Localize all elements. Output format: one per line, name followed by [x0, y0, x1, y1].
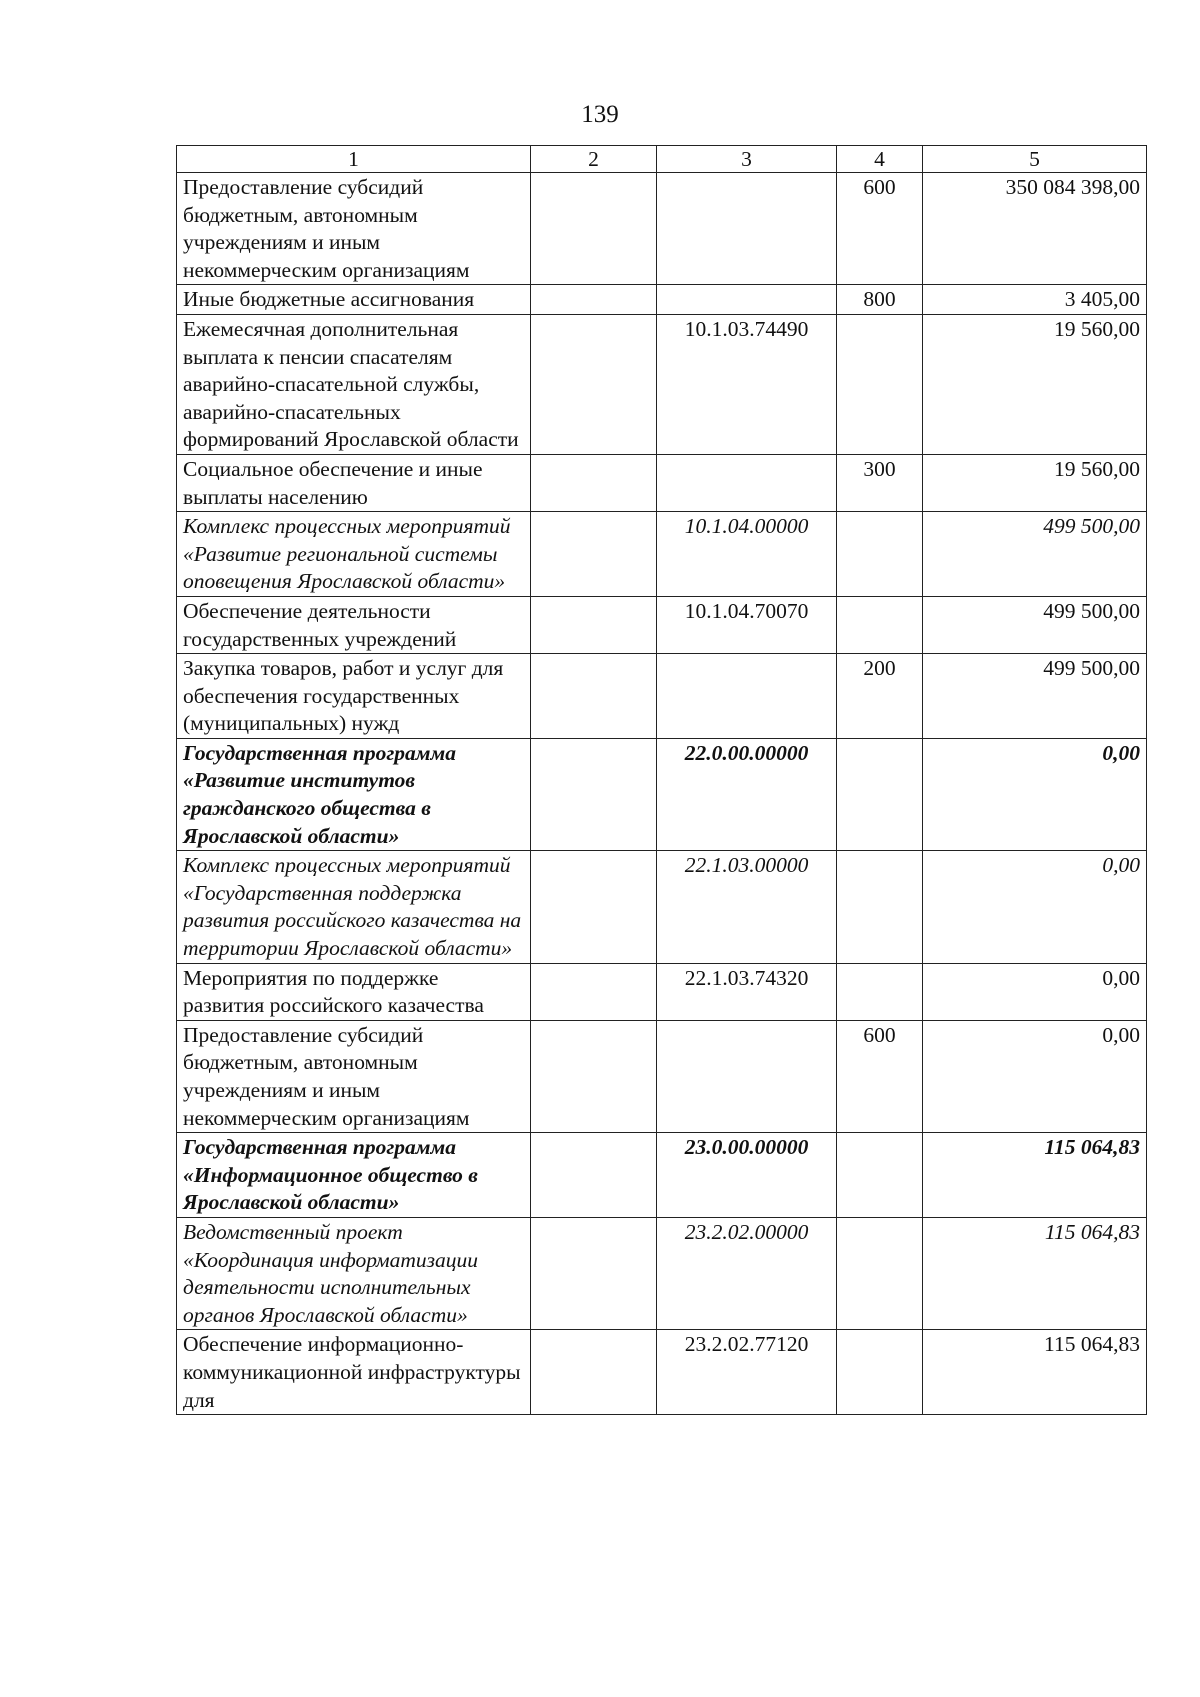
row-column-2	[531, 851, 657, 963]
row-expense-type	[837, 1133, 923, 1218]
table-row	[177, 1020, 1147, 1132]
row-code: 10.1.04.70070	[657, 596, 837, 653]
row-expense-type: 600	[837, 173, 923, 285]
row-code: 23.2.02.77120	[657, 1330, 837, 1415]
row-name: Обеспечение информационно-коммуникационной инфраструктуры для	[177, 1330, 531, 1415]
row-amount: 115 064,83	[923, 1133, 1147, 1218]
column-header-2: 2	[531, 146, 657, 173]
table-body	[177, 173, 1147, 1415]
row-column-2	[531, 654, 657, 739]
row-name: Государственная программа «Информационное общество в Ярославской области»	[177, 1133, 531, 1218]
column-header-5: 5	[923, 146, 1147, 173]
row-column-2	[531, 512, 657, 597]
row-expense-type: 800	[837, 285, 923, 315]
row-amount: 0,00	[923, 1020, 1147, 1132]
row-name: Предоставление субсидий бюджетным, автономным учреждениям и иным некоммерческим организациям	[177, 1020, 531, 1132]
row-column-2	[531, 173, 657, 285]
row-amount: 499 500,00	[923, 654, 1147, 739]
row-expense-type	[837, 963, 923, 1020]
row-code: 22.0.00.00000	[657, 738, 837, 850]
column-header-1: 1	[177, 146, 531, 173]
row-amount: 350 084 398,00	[923, 173, 1147, 285]
row-amount: 115 064,83	[923, 1330, 1147, 1415]
table-row	[177, 851, 1147, 963]
row-name: Обеспечение деятельности государственных учреждений	[177, 596, 531, 653]
row-amount: 499 500,00	[923, 596, 1147, 653]
row-expense-type: 600	[837, 1020, 923, 1132]
row-name: Ведомственный проект «Координация информатизации деятельности исполнительных органов Ярославской области»	[177, 1217, 531, 1329]
row-code	[657, 654, 837, 739]
row-code: 22.1.03.74320	[657, 963, 837, 1020]
row-expense-type	[837, 596, 923, 653]
row-expense-type	[837, 314, 923, 454]
row-name: Государственная программа «Развитие институтов гражданского общества в Ярославской области»	[177, 738, 531, 850]
table-row	[177, 173, 1147, 285]
table-row	[177, 654, 1147, 739]
row-name: Закупка товаров, работ и услуг для обеспечения государственных (муниципальных) нужд	[177, 654, 531, 739]
row-column-2	[531, 596, 657, 653]
row-code: 23.2.02.00000	[657, 1217, 837, 1329]
row-amount: 19 560,00	[923, 454, 1147, 511]
row-code	[657, 454, 837, 511]
row-code: 22.1.03.00000	[657, 851, 837, 963]
row-expense-type	[837, 851, 923, 963]
row-name: Социальное обеспечение и иные выплаты населению	[177, 454, 531, 511]
row-name: Комплекс процессных мероприятий «Развитие региональной системы оповещения Ярославской области»	[177, 512, 531, 597]
row-code	[657, 1020, 837, 1132]
row-code: 10.1.03.74490	[657, 314, 837, 454]
row-amount: 0,00	[923, 963, 1147, 1020]
row-column-2	[531, 1330, 657, 1415]
page-number: 139	[581, 101, 619, 128]
table-row	[177, 1217, 1147, 1329]
row-column-2	[531, 314, 657, 454]
table-row	[177, 738, 1147, 850]
row-expense-type	[837, 738, 923, 850]
row-expense-type	[837, 512, 923, 597]
row-name: Комплекс процессных мероприятий «Государственная поддержка развития российского казачества на территории Ярославской области»	[177, 851, 531, 963]
table-row	[177, 1133, 1147, 1218]
column-header-3: 3	[657, 146, 837, 173]
row-code: 10.1.04.00000	[657, 512, 837, 597]
row-amount: 0,00	[923, 851, 1147, 963]
table-row	[177, 512, 1147, 597]
row-column-2	[531, 963, 657, 1020]
row-amount: 19 560,00	[923, 314, 1147, 454]
row-expense-type: 200	[837, 654, 923, 739]
row-column-2	[531, 738, 657, 850]
row-amount: 0,00	[923, 738, 1147, 850]
row-column-2	[531, 1133, 657, 1218]
column-header-4: 4	[837, 146, 923, 173]
table-row	[177, 963, 1147, 1020]
row-amount: 3 405,00	[923, 285, 1147, 315]
row-code	[657, 285, 837, 315]
row-name: Иные бюджетные ассигнования	[177, 285, 531, 315]
row-column-2	[531, 1020, 657, 1132]
table-row	[177, 314, 1147, 454]
table-header-row	[177, 146, 1147, 173]
row-code	[657, 173, 837, 285]
budget-table	[176, 145, 1147, 1415]
row-amount: 115 064,83	[923, 1217, 1147, 1329]
row-name: Предоставление субсидий бюджетным, автономным учреждениям и иным некоммерческим организациям	[177, 173, 531, 285]
row-column-2	[531, 454, 657, 511]
row-expense-type: 300	[837, 454, 923, 511]
row-name: Ежемесячная дополнительная выплата к пенсии спасателям аварийно-спасательной службы, аварийно-спасательных формирований Ярославской области	[177, 314, 531, 454]
table-row	[177, 1330, 1147, 1415]
row-expense-type	[837, 1217, 923, 1329]
row-name: Мероприятия по поддержке развития российского казачества	[177, 963, 531, 1020]
row-amount: 499 500,00	[923, 512, 1147, 597]
row-code: 23.0.00.00000	[657, 1133, 837, 1218]
table-row	[177, 285, 1147, 315]
table-row	[177, 454, 1147, 511]
row-expense-type	[837, 1330, 923, 1415]
row-column-2	[531, 1217, 657, 1329]
table-row	[177, 596, 1147, 653]
row-column-2	[531, 285, 657, 315]
